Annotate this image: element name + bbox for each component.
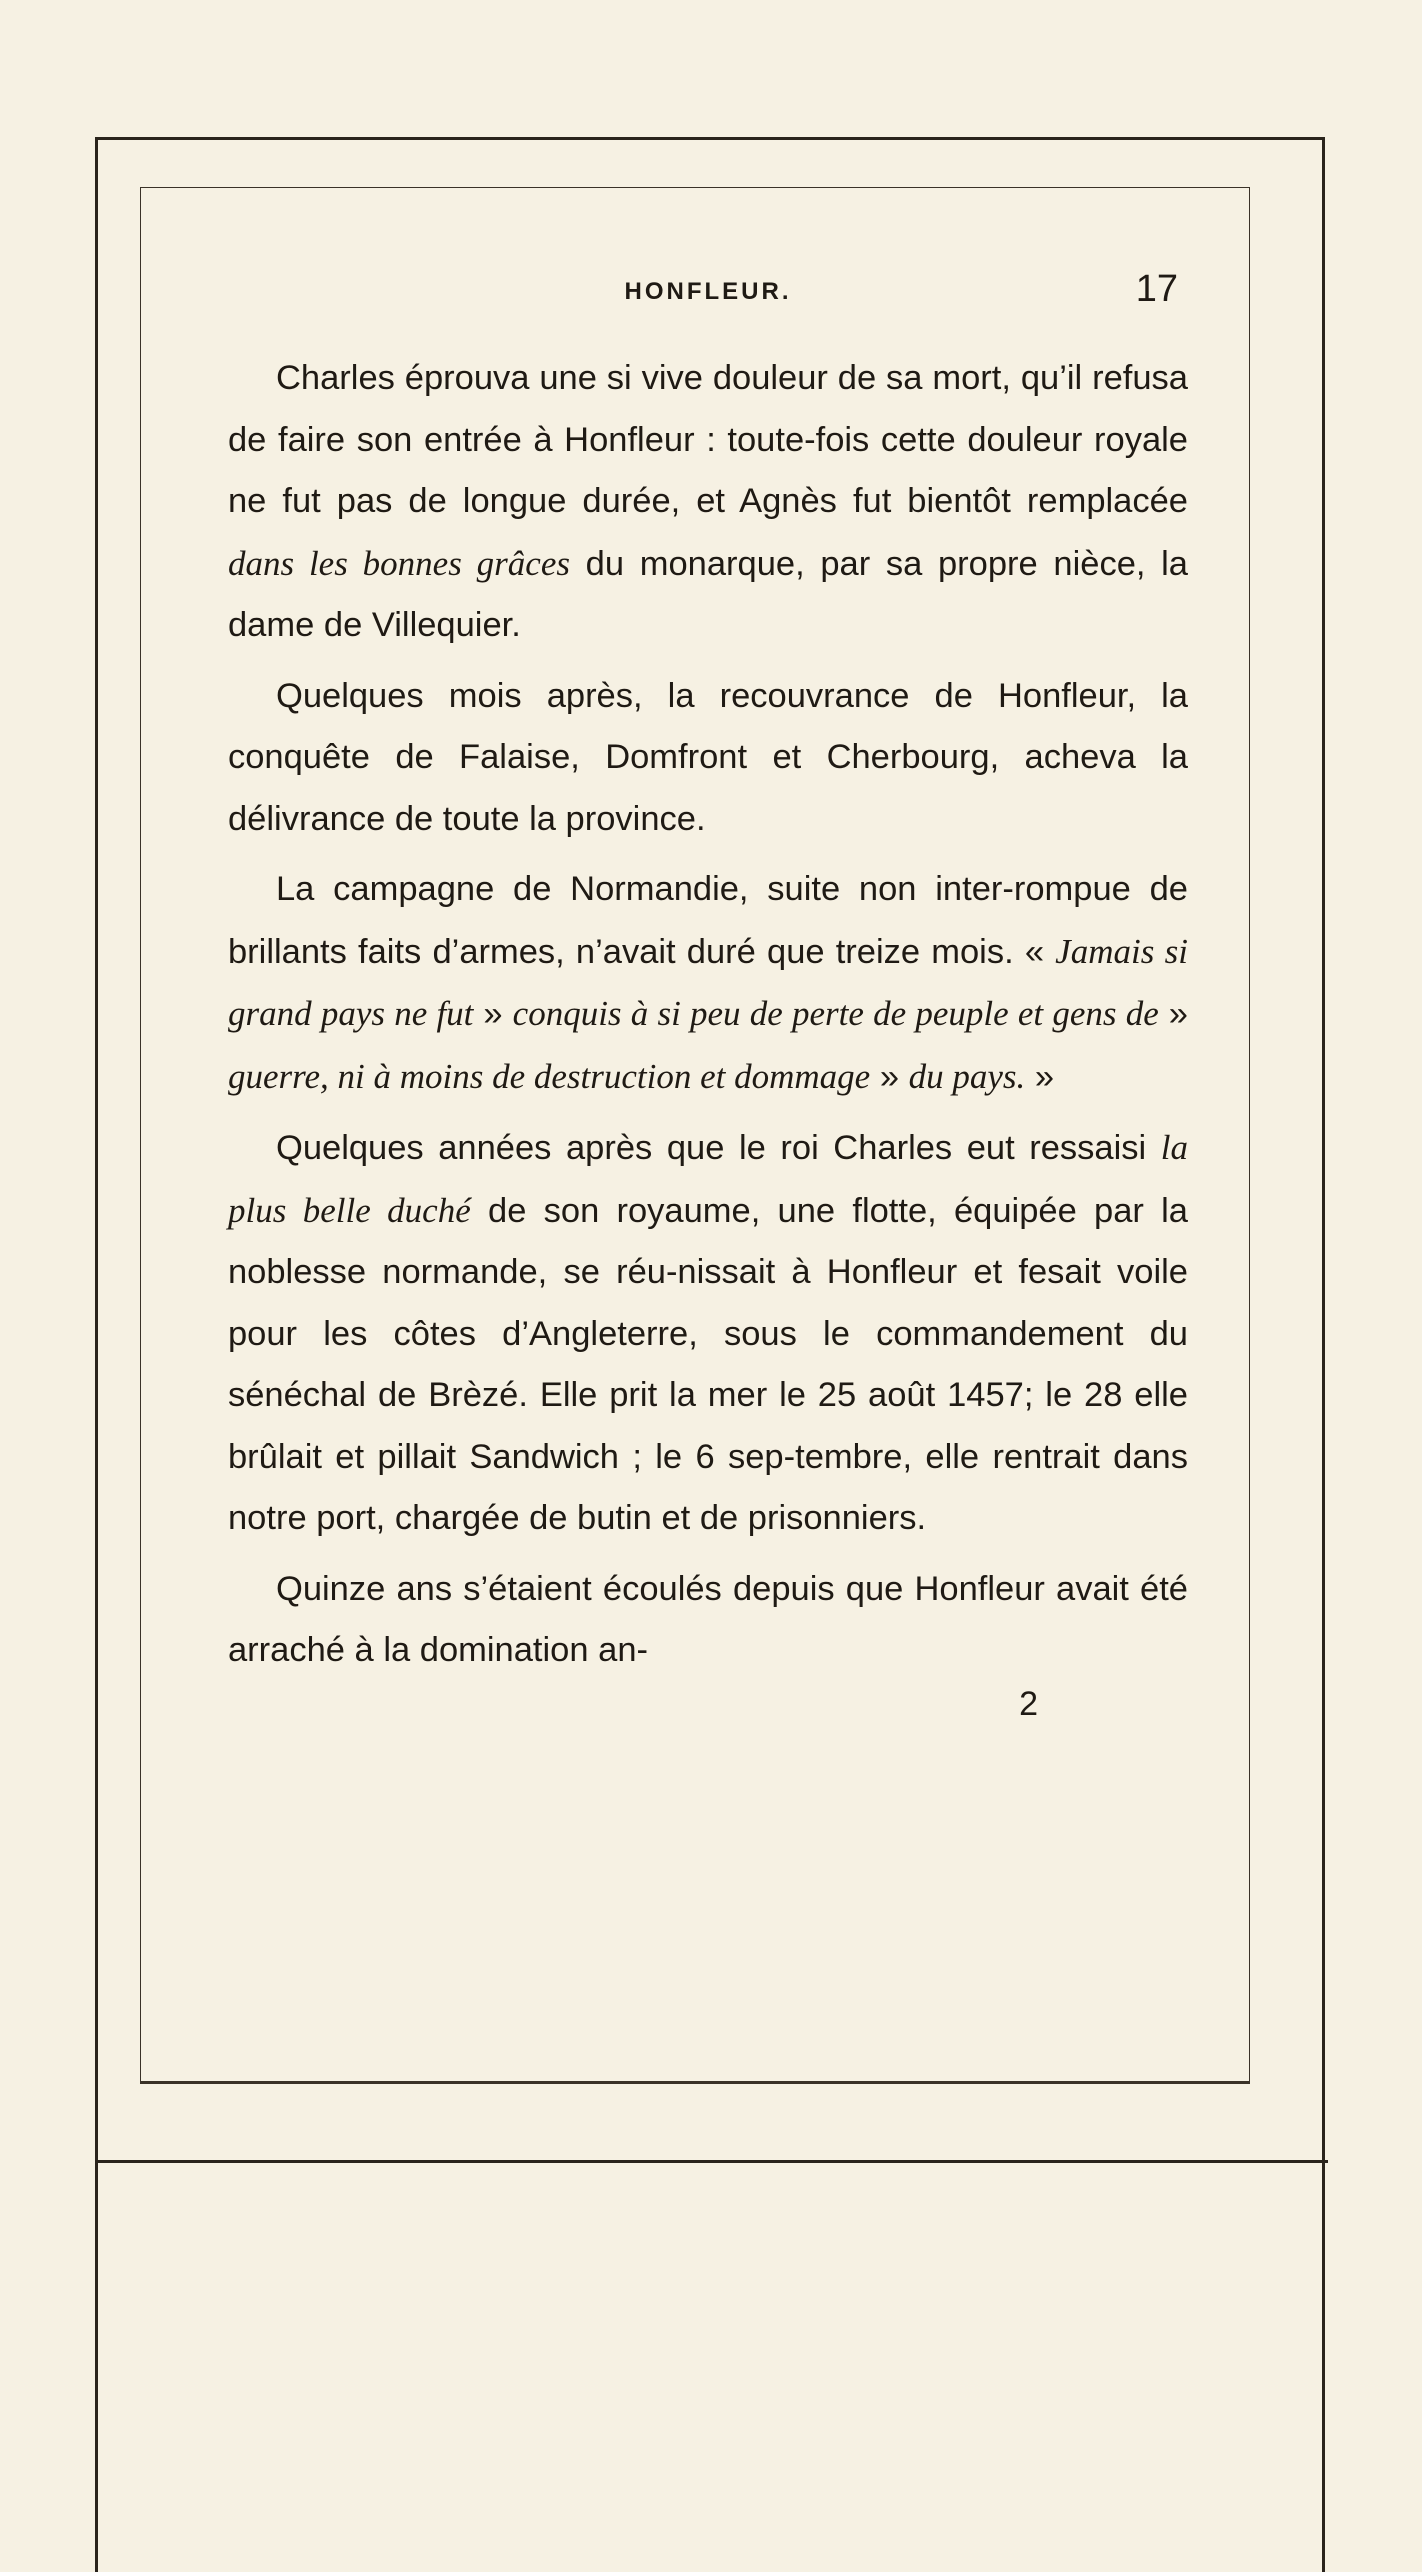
text-run: Charles éprouva une si vive douleur de sa mort, qu’il refusa de faire son entrée à Honfleur : toute-fois cette douleur royale ne fut pas de longue durée, et Agnès fut bientôt remplacée: [228, 359, 1188, 520]
inner-bottom-rule: [140, 2082, 1250, 2084]
paragraph: [228, 348, 1188, 657]
paragraph: [228, 666, 1188, 851]
italic-text: guerre, ni à moins de destruction et dommage: [228, 1056, 871, 1096]
outer-bottom-rule: [95, 2160, 1328, 2163]
text-run: »: [870, 1057, 909, 1096]
body-text: [228, 348, 1188, 1682]
text-run: »: [1025, 1057, 1055, 1096]
page-number: 17: [1135, 268, 1178, 310]
book-page: [228, 268, 1188, 1724]
text-run: Quelques mois après, la recouvrance de Honfleur, la conquête de Falaise, Domfront et Cherbourg, acheva la délivrance de toute la province.: [228, 676, 1188, 838]
paragraph: [228, 859, 1188, 1108]
text-run: du monarque, par sa propre nièce, la dame de Villequier.: [228, 544, 1188, 644]
text-run: »: [473, 995, 513, 1033]
page-header: [228, 268, 1188, 328]
text-run: La campagne de Normandie, suite non inter-rompue de brillants faits d’armes, n’avait duré que treize mois. «: [228, 870, 1188, 971]
text-run: de son royaume, une flotte, équipée par la noblesse normande, se réu-nissait à Honfleur et fesait voile pour les côtes d’Angleterre, sous le commandement du sénéchal de Brèzé. Elle prit la mer le 25 août 1457; le 28 elle brûlait et pillait Sandwich ; le 6 sep-tembre, elle rentrait dans notre port, chargée de butin et de prisonniers.: [228, 1191, 1188, 1537]
italic-text: dans les bonnes grâces: [228, 543, 570, 583]
italic-text: Jamais si grand pays ne fut: [228, 931, 1188, 1033]
italic-text: la plus belle duché: [228, 1128, 1188, 1230]
text-run: Quinze ans s’étaient écoulés depuis que Honfleur avait été arraché à la domination an-: [228, 1569, 1188, 1669]
text-run: Quelques années après que le roi Charles eut ressaisi: [276, 1129, 1161, 1167]
text-run: »: [1158, 995, 1188, 1033]
italic-text: du pays.: [908, 1056, 1026, 1096]
signature-mark: 2: [1019, 1684, 1038, 1723]
running-title: HONFLEUR.: [624, 278, 792, 305]
paragraph: [228, 1117, 1188, 1550]
italic-text: conquis à si peu de perte de peuple et gens de: [512, 994, 1159, 1033]
paragraph: [228, 1559, 1188, 1682]
